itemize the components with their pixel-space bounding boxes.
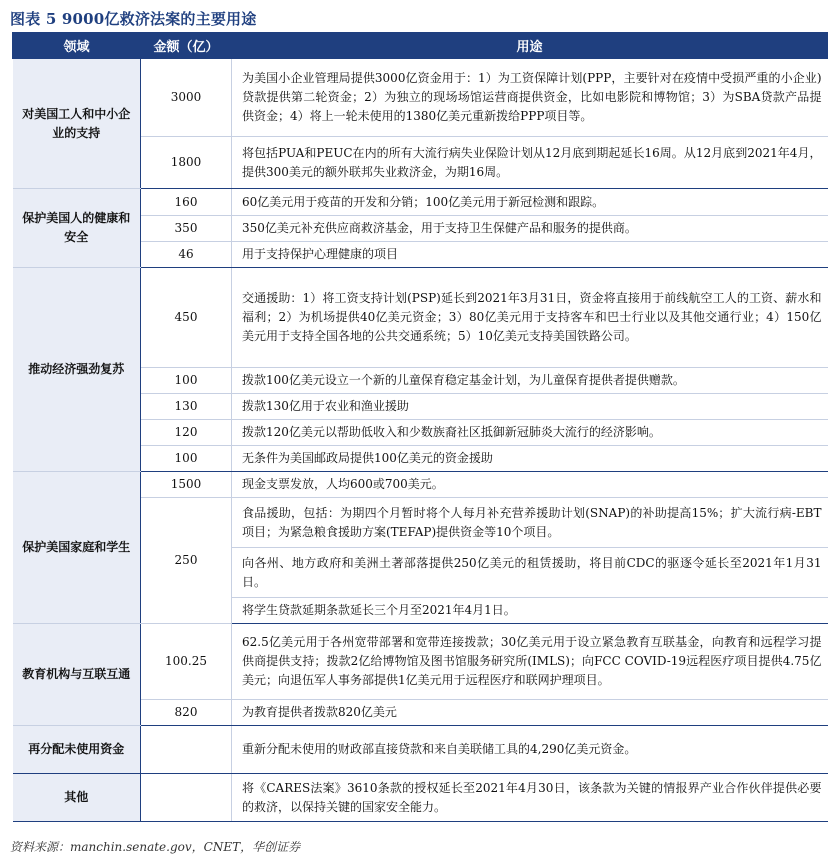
use-cell: 将《CARES法案》3610条款的授权延长至2021年4月30日，该条款为关键的情报界产业合作伙伴提供必要的救济，以保持关键的国家安全能力。 [232,774,828,822]
use-cell: 拨款130亿用于农业和渔业援助 [232,394,828,420]
amount-cell [141,774,232,822]
amount-cell: 350 [141,216,232,242]
use-cell: 350亿美元补充供应商救济基金，用于支持卫生保健产品和服务的提供商。 [232,216,828,242]
use-cell: 用于支持保护心理健康的项目 [232,242,828,268]
amount-cell: 100 [141,446,232,472]
use-cell: 交通援助：1）将工资支持计划(PSP)延长到2021年3月31日，资金将直接用于前线航空工人的工资、薪水和福利；2）为机场提供40亿美元资金；3）80亿美元用于支持客车和巴士行业以及其他交通行业；4）150亿美元用于支持全国各地的公共交通系统；5）10亿美元支持美国铁路公司。 [232,268,828,368]
amount-cell: 160 [141,189,232,216]
use-cell: 拨款120亿美元以帮助低收入和少数族裔社区抵御新冠肺炎大流行的经济影响。 [232,420,828,446]
use-cell: 为美国小企业管理局提供3000亿资金用于：1）为工资保障计划(PPP，主要针对在疫情中受损严重的小企业)贷款提供第二轮资金；2）为独立的现场场馆运营商提供资金，比如电影院和博物馆；3）为SBA贷款产品提供资金；4）将上一轮未使用的1380亿美元重新拨给PPP项目等。 [232,59,828,137]
header-amount: 金额（亿） [141,33,232,59]
table-row [13,189,828,216]
amount-cell: 3000 [141,59,232,137]
table-row [13,268,828,368]
use-cell: 向各州、地方政府和美洲土著部落提供250亿美元的租赁援助，将目前CDC的驱逐令延长至2021年1月31日。 [232,548,828,598]
use-cell: 为教育提供者拨款820亿美元 [232,700,828,726]
domain-cell: 其他 [13,774,141,822]
amount-cell: 100.25 [141,624,232,700]
amount-cell: 1800 [141,137,232,189]
amount-cell: 130 [141,394,232,420]
amount-cell [141,726,232,774]
header-domain: 领域 [13,33,141,59]
source-note: 资料来源：manchin.senate.gov，CNET，华创证券 [10,840,301,854]
amount-cell: 100 [141,368,232,394]
relief-bill-table [12,32,828,822]
table-row [13,59,828,137]
amount-cell: 820 [141,700,232,726]
use-cell: 将包括PUA和PEUC在内的所有大流行病失业保险计划从12月底到期起延长16周。从12月底到2021年4月，提供300美元的额外联邦失业救济金，为期16周。 [232,137,828,189]
domain-cell: 推动经济强劲复苏 [13,268,141,472]
use-cell: 60亿美元用于疫苗的开发和分销；100亿美元用于新冠检测和跟踪。 [232,189,828,216]
use-cell: 将学生贷款延期条款延长三个月至2021年4月1日。 [232,598,828,624]
domain-cell: 保护美国家庭和学生 [13,472,141,624]
use-cell: 62.5亿美元用于各州宽带部署和宽带连接拨款；30亿美元用于设立紧急教育互联基金，向教育和远程学习提供商提供支持；拨款2亿给博物馆及图书馆服务研究所(IMLS)；向FCC COVID-19远程医疗项目提供4.75亿美元；向退伍军人事务部提供1亿美元用于远程医疗和联网护理项目。 [232,624,828,700]
amount-cell: 450 [141,268,232,368]
table-row [13,624,828,700]
table-row [13,774,828,822]
use-cell: 无条件为美国邮政局提供100亿美元的资金援助 [232,446,828,472]
amount-cell: 46 [141,242,232,268]
use-cell: 重新分配未使用的财政部直接贷款和来自美联储工具的4,290亿美元资金。 [232,726,828,774]
table-row [13,472,828,498]
domain-cell: 再分配未使用资金 [13,726,141,774]
amount-cell: 250 [141,498,232,624]
amount-cell: 1500 [141,472,232,498]
domain-cell: 保护美国人的健康和安全 [13,189,141,268]
header-use: 用途 [232,33,828,59]
amount-cell: 120 [141,420,232,446]
table-row [13,726,828,774]
table-header-row [13,33,828,59]
domain-cell: 对美国工人和中小企业的支持 [13,59,141,189]
domain-cell: 教育机构与互联互通 [13,624,141,726]
figure-title: 图表 5 9000亿救济法案的主要用途 [10,10,257,28]
use-cell: 食品援助，包括：为期四个月暂时将个人每月补充营养援助计划(SNAP)的补助提高15%；扩大流行病-EBT项目；为紧急粮食援助方案(TEFAP)提供资金等10个项目。 [232,498,828,548]
use-cell: 现金支票发放，人均600或700美元。 [232,472,828,498]
use-cell: 拨款100亿美元设立一个新的儿童保育稳定基金计划，为儿童保育提供者提供赠款。 [232,368,828,394]
